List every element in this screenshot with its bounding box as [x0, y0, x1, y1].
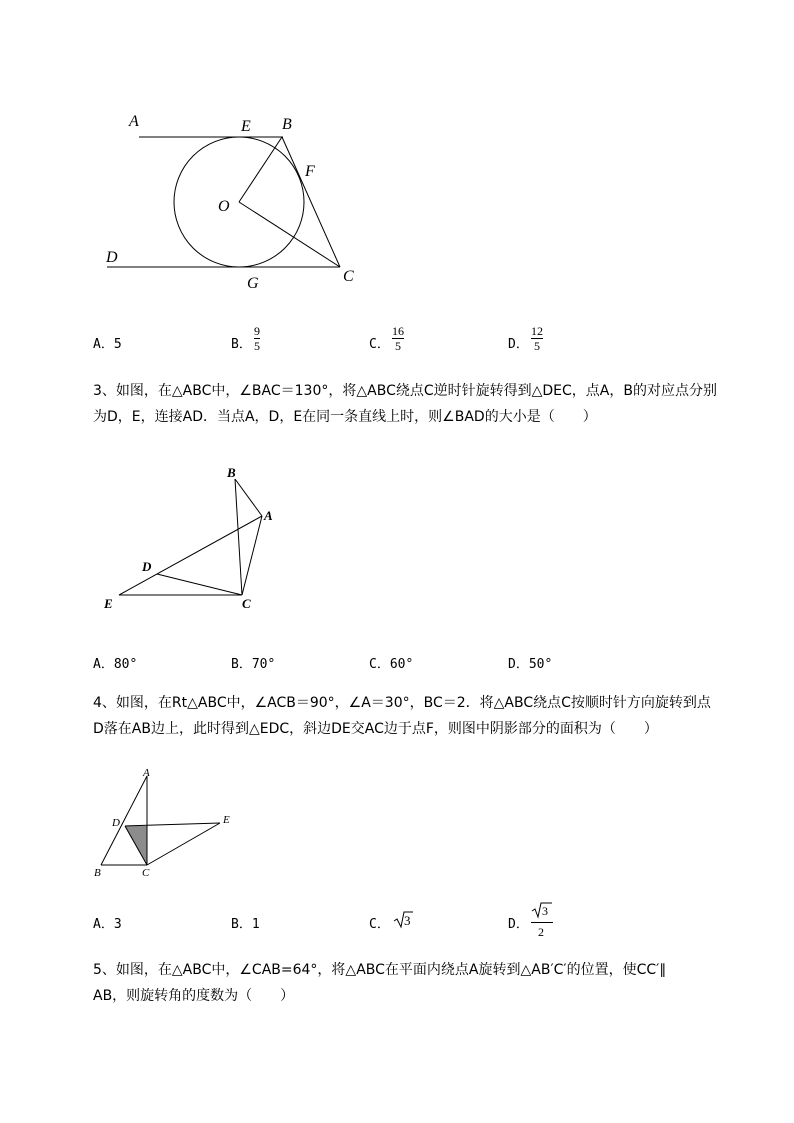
segment-ac: [242, 516, 262, 595]
denominator: 5: [254, 339, 260, 353]
segment-oc: [239, 202, 340, 267]
q2-option-d[interactable]: [508, 333, 529, 352]
option-value: 5: [113, 337, 122, 352]
q4-line-2: D落在AB边上，此时得到△EDC，斜边DE交AC边于点F，则图中阴影部分的面积为（ ）: [93, 721, 658, 737]
q4-option-d-fraction: [531, 902, 553, 942]
q3-line-2: 为D，E，连接AD．当点A，D，E在同一条直线上时，则∠BAD的大小是（ ）: [93, 409, 597, 425]
label-b: B: [227, 465, 236, 480]
option-prefix: B．: [231, 337, 252, 352]
q4-line-1: 4、如图，在Rt△ABC中，∠ACB＝90°，∠A＝30°，BC＝2．将△ABC绕点C按顺时针方向旋转到点: [93, 695, 711, 711]
label-b: B: [282, 116, 292, 133]
option-prefix: A．: [93, 337, 114, 352]
label-c: C: [242, 596, 251, 611]
q3-option-b[interactable]: B．70°: [231, 657, 276, 672]
figure-q3: [0, 440, 794, 620]
segment-ba: [235, 479, 262, 516]
option-prefix: D．: [508, 337, 529, 352]
q2-option-d-fraction: [531, 324, 543, 353]
label-d: D: [142, 559, 152, 574]
q3-option-c[interactable]: C．60°: [369, 657, 414, 672]
q5-question-text: [93, 957, 753, 1009]
label-e: E: [241, 118, 251, 135]
q4-option-c-radicand: 3: [404, 913, 411, 928]
fraction-bar: [531, 922, 553, 923]
segment-de: [125, 823, 220, 826]
numerator-radicand: 3: [542, 904, 548, 918]
q4-option-a[interactable]: A．3: [93, 917, 122, 932]
option-prefix: C．: [369, 917, 390, 932]
option-prefix: D．: [508, 917, 529, 932]
q5-line-2: AB，则旋转角的度数为（ ）: [93, 988, 295, 1004]
figure-circle-tangent: [0, 0, 794, 300]
label-a: A: [264, 508, 273, 523]
segment-dc: [157, 574, 242, 595]
segment-bc: [282, 137, 340, 267]
label-a: A: [129, 113, 139, 130]
label-o: O: [218, 198, 230, 215]
figure-q4: [0, 760, 794, 885]
q2-option-a[interactable]: [93, 333, 122, 352]
q3-question-text: [93, 378, 753, 430]
denominator: 2: [538, 925, 544, 939]
q4-rotation-diagram: [0, 760, 794, 885]
label-c: C: [142, 867, 150, 879]
denominator: 5: [534, 339, 540, 353]
q3-option-a[interactable]: A．80°: [93, 657, 138, 672]
q3-triangle-diagram: [0, 440, 794, 620]
q4-option-c[interactable]: [369, 913, 390, 932]
denominator: 5: [395, 339, 401, 353]
segment-bc: [235, 479, 242, 595]
numerator: 9: [254, 324, 260, 338]
q3-line-1: 3、如图，在△ABC中，∠BAC＝130°，将△ABC绕点C逆时针旋转得到△DEC，点A，B的对应点分别: [93, 383, 717, 399]
segment-ae: [119, 516, 262, 595]
label-e: E: [104, 596, 113, 611]
numerator: 16: [392, 324, 404, 338]
label-g: G: [247, 275, 259, 292]
q2-option-c[interactable]: [369, 333, 390, 352]
q2-option-b[interactable]: [231, 333, 252, 352]
q2-option-b-fraction: [254, 324, 260, 353]
label-d: D: [112, 817, 120, 829]
option-prefix: C．: [369, 337, 390, 352]
q5-line-1: 5、如图，在△ABC中，∠CAB=64°，将△ABC在平面内绕点A旋转到△AB′C′的位置，使CC′∥: [93, 962, 667, 978]
circle-tangent-diagram: [0, 0, 794, 300]
q2-option-c-fraction: [392, 324, 404, 353]
numerator: 12: [531, 324, 543, 338]
q4-option-b[interactable]: B．1: [231, 917, 260, 932]
label-a: A: [143, 767, 150, 779]
label-e: E: [223, 814, 230, 826]
segment-ec: [147, 823, 220, 865]
label-b: B: [94, 867, 101, 879]
label-c: C: [343, 268, 354, 285]
q4-option-d[interactable]: [508, 913, 529, 932]
label-f: F: [305, 163, 315, 180]
segment-ob: [239, 137, 282, 202]
q3-option-d[interactable]: D．50°: [508, 657, 553, 672]
q4-question-text: [93, 690, 753, 742]
label-d: D: [106, 249, 118, 266]
